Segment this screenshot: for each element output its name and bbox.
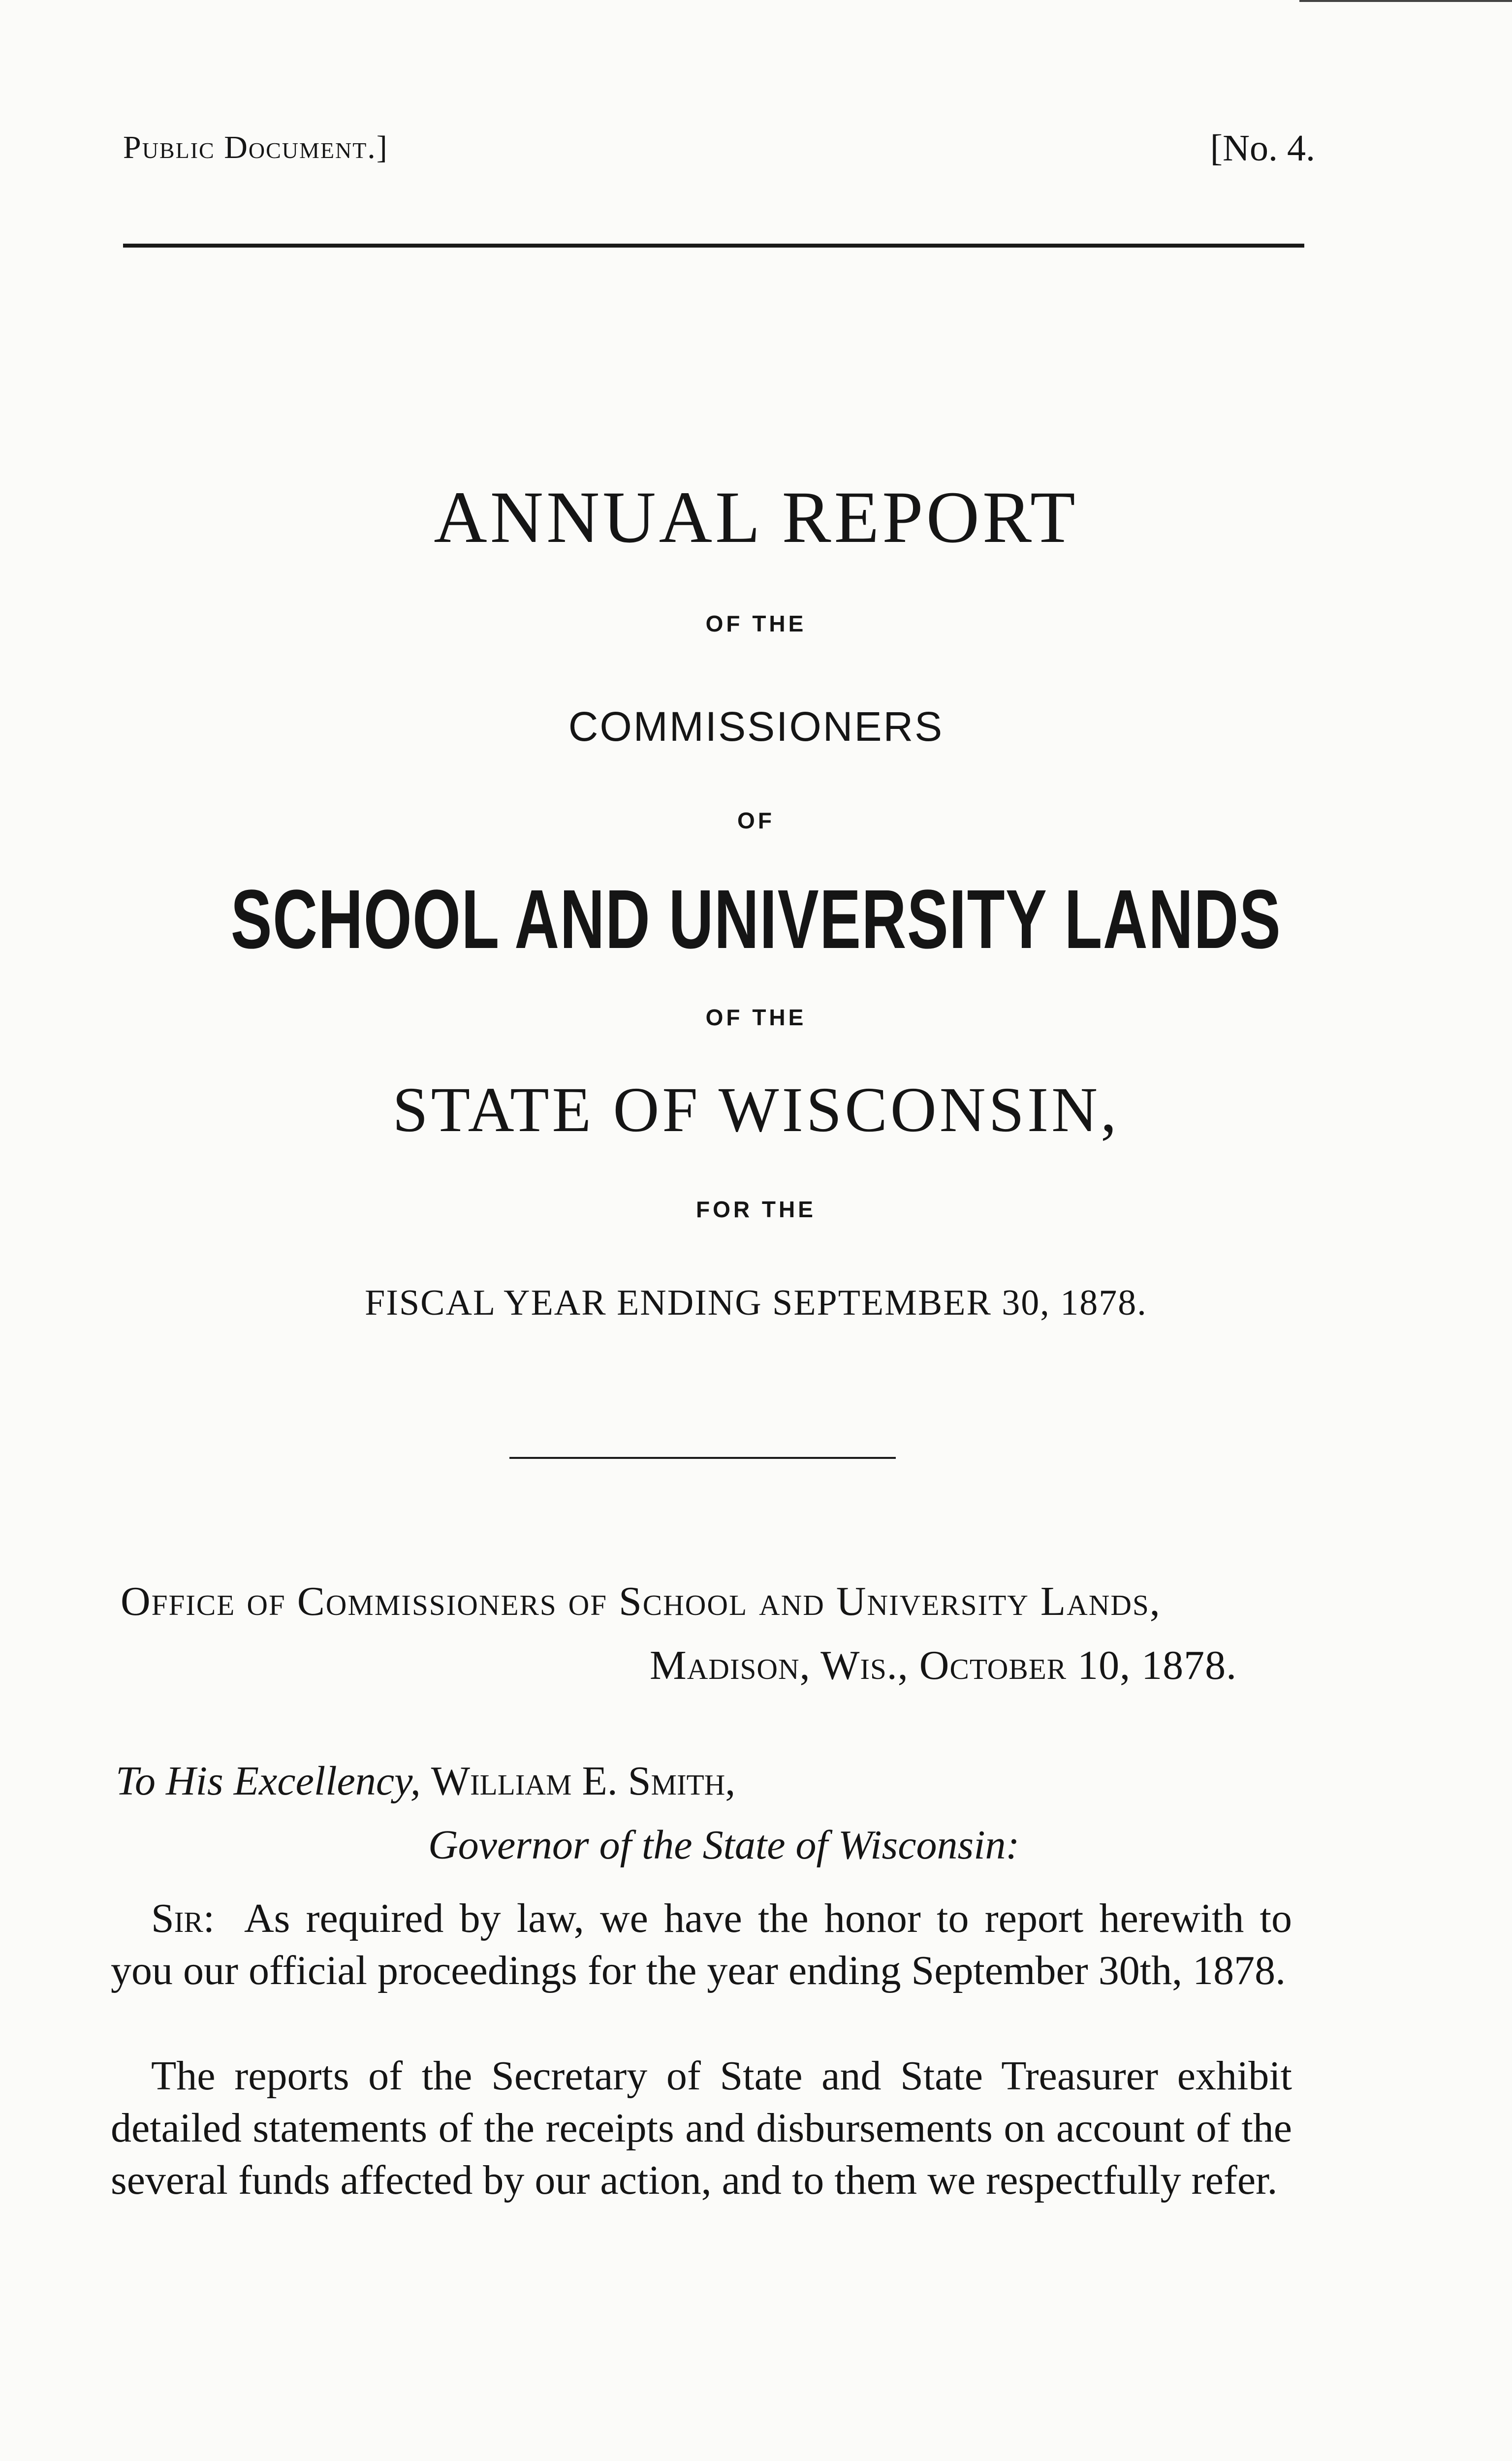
title-state: STATE OF WISCONSIN, <box>392 1074 1120 1145</box>
title-of: OF <box>737 808 775 833</box>
addressee-name: William E. Smith, <box>431 1758 736 1804</box>
header-rule <box>123 244 1304 248</box>
title-fiscal-year: FISCAL YEAR ENDING SEPTEMBER 30, 1878. <box>365 1283 1147 1323</box>
salutation <box>116 1757 735 1805</box>
title-of-the-state: OF THE <box>705 1005 807 1030</box>
dateline <box>650 1641 1237 1689</box>
title-for-the: FOR THE <box>696 1197 816 1222</box>
header-document-number: [No. 4. <box>1210 127 1315 169</box>
header-public-document: Public Document.] <box>123 129 388 165</box>
body-paragraph-2: The reports of the Secretary of State and State Treasurer exhibit detailed statements of the receipts and disbursements on account of the several funds affected by our action, and to them we respectfully refer. <box>111 2053 1292 2203</box>
governor-title: Governor of the State of Wisconsin: <box>428 1822 1020 1868</box>
scan-edge-mark <box>1299 0 1512 2</box>
salutation-prefix: To His Excellency, <box>116 1758 421 1804</box>
paragraph-1-text: As required by law, we have the honor to report herewith to you our official proceedings for the year ending September 30th, 1878. <box>111 1895 1292 1993</box>
dateline-text: Madison, Wis., October 10, 1878. <box>650 1642 1237 1688</box>
title-commissioners: COMMISSIONERS <box>568 703 944 750</box>
title-school-university-lands: SCHOOL AND UNIVERSITY LANDS <box>230 873 1282 966</box>
title-of-the: OF THE <box>705 611 807 636</box>
body-paragraph-1 <box>111 1893 1292 1997</box>
section-divider <box>509 1457 896 1459</box>
paragraph-lead: Sir: <box>151 1895 215 1941</box>
office-heading: Office of Commissioners of School and University Lands, <box>121 1578 1161 1624</box>
title-annual-report: ANNUAL REPORT <box>434 476 1078 558</box>
